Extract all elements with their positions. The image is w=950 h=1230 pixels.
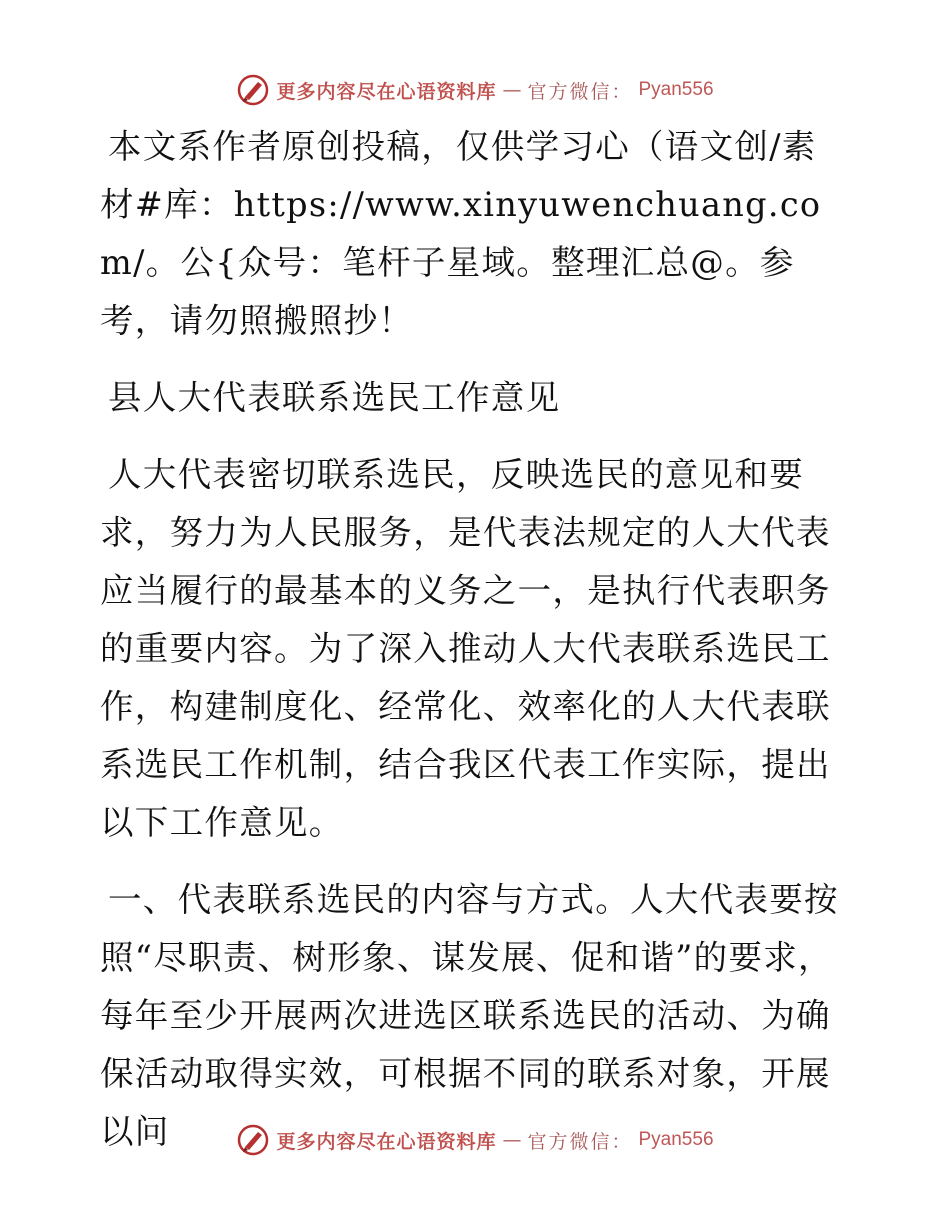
watermark-wechat-label: 官方微信： (527, 1130, 633, 1153)
watermark-separator: — (502, 1129, 522, 1151)
watermark-separator: — (502, 79, 522, 101)
document-body (100, 118, 850, 1180)
watermark-wechat-id: Pyan556 (638, 79, 714, 100)
document-title: 县人大代表联系选民工作意见 (108, 378, 561, 417)
watermark-wechat-label: 官方微信： (527, 80, 633, 103)
watermark-brand: 更多内容尽在心语资料库 (276, 80, 497, 103)
pen-logo-icon (236, 1123, 270, 1157)
watermark-banner-top (0, 70, 950, 110)
watermark-brand: 更多内容尽在心语资料库 (276, 1130, 497, 1153)
body-paragraph: 一、代表联系选民的内容与方式。人大代表要按照“尽职责、树形象、谋发展、促和谐”的要求，每年至少开展两次进选区联系选民的活动、为确保活动取得实效，可根据不同的联系对象，开展以问 (100, 880, 839, 1151)
copyright-notice: 本文系作者原创投稿，仅供学习心（语文创/素材#库：https://www.xinyuwenchuang.com/。公{众号：笔杆子星域。整理汇总@。参考，请勿照搬照抄！ (100, 127, 822, 340)
pen-logo-icon (236, 73, 270, 107)
watermark-wechat-id: Pyan556 (638, 1129, 714, 1150)
body-paragraph: 人大代表密切联系选民，反映选民的意见和要求，努力为人民服务，是代表法规定的人大代表应当履行的最基本的义务之一，是执行代表职务的重要内容。为了深入推动人大代表联系选民工作，构建制度化、经常化、效率化的人大代表联系选民工作机制，结合我区代表工作实际，提出以下工作意见。 (100, 455, 831, 842)
watermark-banner-bottom (0, 1120, 950, 1160)
